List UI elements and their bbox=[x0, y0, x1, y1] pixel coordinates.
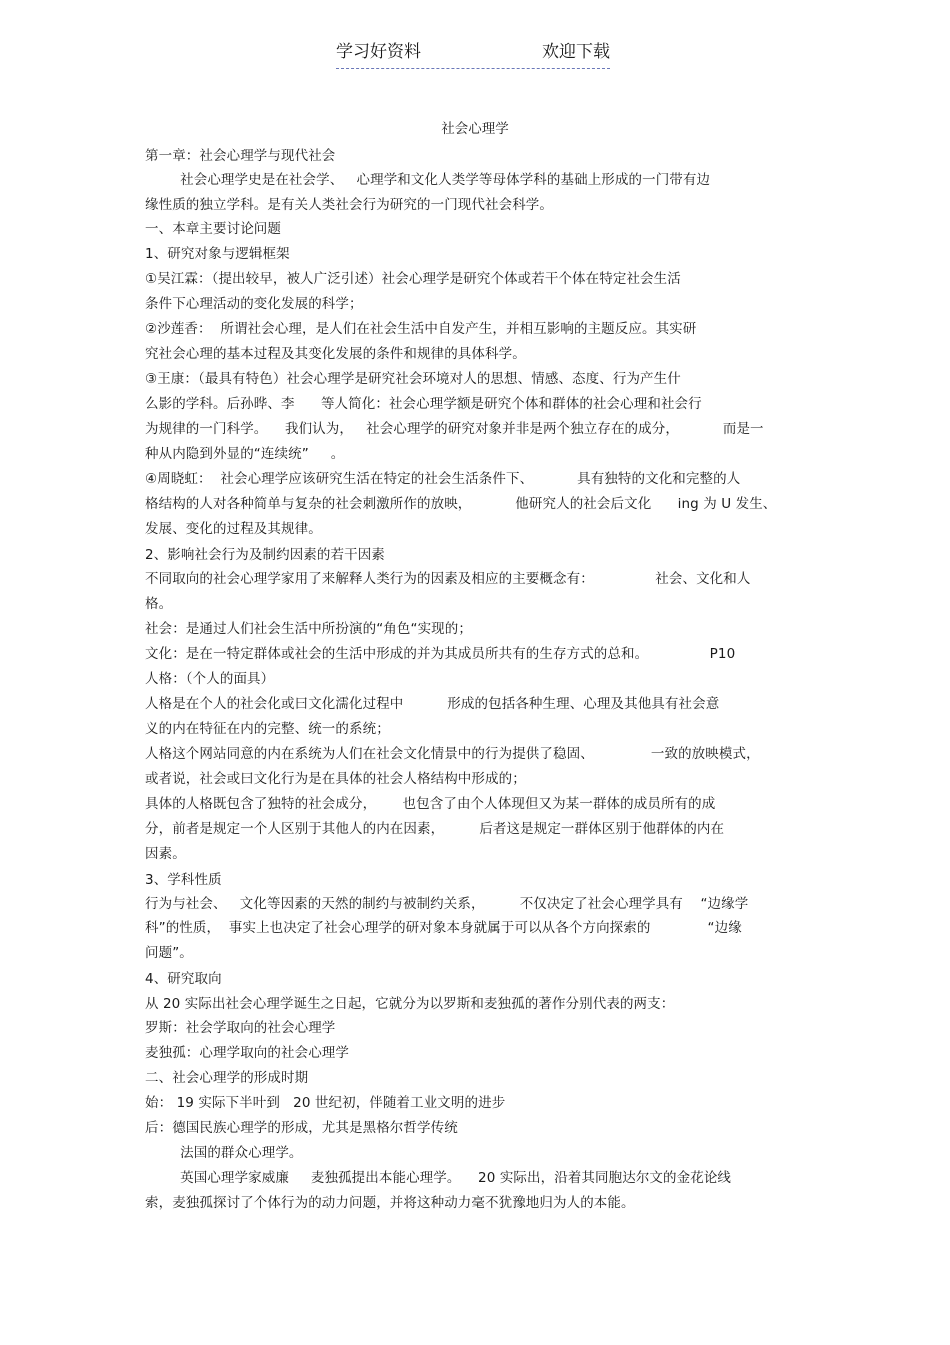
text-line: 人格这个网站同意的内在系统为人们在社会文化情景中的行为提供了稳固、 一致的放映模式， bbox=[145, 746, 760, 762]
text-line: 社会：是通过人们社会生活中所扮演的“角色“实现的； bbox=[145, 621, 472, 637]
text-line: 不同取向的社会心理学家用了来解释人类行为的因素及相应的主要概念有： 社会、文化和人 bbox=[145, 571, 751, 587]
text-line: 英国心理学家威廉 麦独孤提出本能心理学。 20 实际出，沿着其同胞达尔文的金花论线 bbox=[145, 1170, 732, 1186]
text-line: ③王康：（最具有特色）社会心理学是研究社会环境对人的思想、情感、态度、行为产生什 bbox=[145, 371, 681, 387]
text-line: 行为与社会、 文化等因素的天然的制约与被制约关系， 不仅决定了社会心理学具有 “边缘学 bbox=[145, 896, 749, 912]
text-line: 1、研究对象与逻辑框架 bbox=[145, 246, 290, 262]
text-line: 法国的群众心理学。 bbox=[145, 1145, 303, 1161]
text-line: 格。 bbox=[145, 596, 173, 612]
text-line: 从 20 实际出社会心理学诞生之日起，它就分为以罗斯和麦独孤的著作分别代表的两支： bbox=[145, 996, 675, 1012]
text-line: 么影的学科。后孙晔、李 等人简化：社会心理学额是研究个体和群体的社会心理和社会行 bbox=[145, 396, 702, 412]
text-line: 人格是在个人的社会化或曰文化濡化过程中 形成的包括各种生理、心理及其他具有社会意 bbox=[145, 696, 720, 712]
document-title: 社会心理学 bbox=[441, 121, 509, 137]
text-line: 分，前者是规定一个人区别于其他人的内在因素， 后者这是规定一群体区别于他群体的内在 bbox=[145, 821, 725, 837]
text-line: 条件下心理活动的变化发展的科学； bbox=[145, 296, 363, 312]
text-line: 4、研究取向 bbox=[145, 971, 222, 987]
text-line: 格结构的人对各种简单与复杂的社会刺激所作的放映， 他研究人的社会后文化 ing 为 U 发生、 bbox=[145, 496, 777, 512]
text-line: 究社会心理的基本过程及其变化发展的条件和规律的具体科学。 bbox=[145, 346, 526, 362]
header-right-text: 欢迎下载 bbox=[542, 42, 610, 62]
text-line: 麦独孤：心理学取向的社会心理学 bbox=[145, 1045, 349, 1061]
text-line: 为规律的一门科学。 我们认为， 社会心理学的研究对象并非是两个独立存在的成分， 而是一 bbox=[145, 421, 764, 437]
text-line: 问题”。 bbox=[145, 945, 193, 961]
text-line: 缘性质的独立学科。是有关人类社会行为研究的一门现代社会科学。 bbox=[145, 197, 553, 213]
text-line: 罗斯：社会学取向的社会心理学 bbox=[145, 1020, 336, 1036]
header-left-text: 学习好资料 bbox=[336, 42, 421, 62]
text-line: ④周晓虹： 社会心理学应该研究生活在特定的社会生活条件下、 具有独特的文化和完整的人 bbox=[145, 471, 741, 487]
text-line: 或者说，社会或曰文化行为是在具体的社会人格结构中形成的； bbox=[145, 771, 526, 787]
text-line: 二、社会心理学的形成时期 bbox=[145, 1070, 309, 1086]
text-line: 第一章：社会心理学与现代社会 bbox=[145, 148, 336, 164]
text-line: 始： 19 实际下半叶到 20 世纪初，伴随着工业文明的进步 bbox=[145, 1095, 506, 1111]
text-line: 人格：（个人的面具） bbox=[145, 671, 275, 687]
text-line: 后：德国民族心理学的形成，尤其是黑格尔哲学传统 bbox=[145, 1120, 458, 1136]
text-line: 具体的人格既包含了独特的社会成分， 也包含了由个人体现但又为某一群体的成员所有的成 bbox=[145, 796, 716, 812]
page-header bbox=[336, 40, 610, 69]
text-line: 文化：是在一特定群体或社会的生活中形成的并为其成员所共有的生存方式的总和。 P10 bbox=[145, 646, 736, 662]
text-line: 义的内在特征在内的完整、统一的系统； bbox=[145, 721, 390, 737]
text-line: 索，麦独孤探讨了个体行为的动力问题，并将这种动力毫不犹豫地归为人的本能。 bbox=[145, 1195, 635, 1211]
text-line: 一、本章主要讨论问题 bbox=[145, 221, 281, 237]
text-line: 科”的性质， 事实上也决定了社会心理学的研对象本身就属于可以从各个方向探索的 “边缘 bbox=[145, 920, 742, 936]
text-line: 社会心理学史是在社会学、 心理学和文化人类学等母体学科的基础上形成的一门带有边 bbox=[145, 172, 711, 188]
text-line: 2、影响社会行为及制约因素的若干因素 bbox=[145, 547, 385, 563]
text-line: 种从内隐到外显的“连续统” 。 bbox=[145, 446, 345, 462]
text-line: 3、学科性质 bbox=[145, 872, 222, 888]
text-line: 发展、变化的过程及其规律。 bbox=[145, 521, 322, 537]
text-line: ①吴江霖：（提出较早，被人广泛引述）社会心理学是研究个体或若干个体在特定社会生活 bbox=[145, 271, 681, 287]
text-line: ②沙莲香： 所谓社会心理，是人们在社会生活中自发产生，并相互影响的主题反应。其实研 bbox=[145, 321, 697, 337]
text-line: 因素。 bbox=[145, 846, 186, 862]
